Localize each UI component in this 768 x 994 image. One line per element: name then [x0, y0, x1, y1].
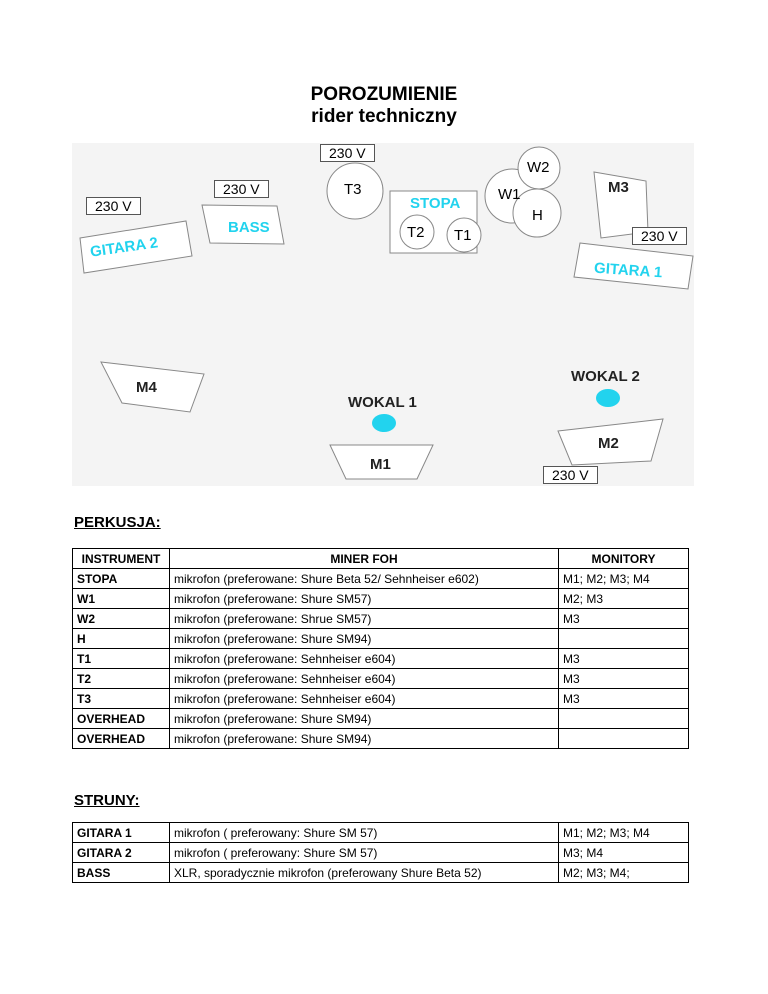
instrument-cell: OVERHEAD	[73, 709, 170, 729]
bass-label: BASS	[228, 219, 270, 236]
monitors-cell: M3	[559, 609, 689, 629]
table-row	[73, 609, 689, 629]
tom2-label: T2	[407, 224, 425, 241]
instrument-cell: STOPA	[73, 569, 170, 589]
table-row	[73, 729, 689, 749]
foh-mic-cell: mikrofon (preferowane: Shure SM57)	[170, 589, 559, 609]
percussion-table	[72, 548, 689, 749]
instrument-cell: T1	[73, 649, 170, 669]
table-row	[73, 649, 689, 669]
instrument-cell: T3	[73, 689, 170, 709]
strings-table	[72, 822, 689, 883]
stage-plot	[72, 143, 694, 486]
column-header-monitors: MONITORY	[559, 549, 689, 569]
m2-label: M2	[598, 435, 619, 452]
guitar2-label: GITARA 2	[89, 234, 160, 261]
power-outlet-right: 230 V	[632, 227, 687, 245]
table-row	[73, 589, 689, 609]
table-row	[73, 709, 689, 729]
foh-mic-cell: mikrofon (preferowane: Shure Beta 52/ Sehnheiser e602)	[170, 569, 559, 589]
m4-label: M4	[136, 379, 157, 396]
instrument-cell: H	[73, 629, 170, 649]
monitors-cell: M3	[559, 649, 689, 669]
w1-label: W1	[498, 186, 521, 203]
hihat-label: H	[532, 207, 543, 224]
monitors-cell: M1; M2; M3; M4	[559, 823, 689, 843]
instrument-cell: GITARA 2	[73, 843, 170, 863]
foh-mic-cell: mikrofon ( preferowany: Shure SM 57)	[170, 843, 559, 863]
monitors-cell	[559, 709, 689, 729]
vocal2-mic	[596, 389, 620, 407]
document-title: POROZUMIENIE	[310, 84, 458, 105]
table-row	[73, 843, 689, 863]
strings-heading: STRUNY:	[74, 792, 140, 809]
monitors-cell: M3	[559, 669, 689, 689]
foh-mic-cell: mikrofon ( preferowany: Shure SM 57)	[170, 823, 559, 843]
table-row	[73, 669, 689, 689]
foh-mic-cell: mikrofon (preferowane: Shure SM94)	[170, 629, 559, 649]
power-outlet-top: 230 V	[320, 144, 375, 162]
kick-label: STOPA	[410, 195, 461, 212]
power-outlet-bass: 230 V	[214, 180, 269, 198]
m3-label: M3	[608, 179, 629, 196]
table-row	[73, 629, 689, 649]
column-header-foh: MINER FOH	[170, 549, 559, 569]
instrument-cell: BASS	[73, 863, 170, 883]
column-header-instrument: INSTRUMENT	[73, 549, 170, 569]
vocal2-label: WOKAL 2	[571, 368, 640, 385]
table-header-row	[73, 549, 689, 569]
percussion-heading: PERKUSJA:	[74, 514, 161, 531]
instrument-cell: W1	[73, 589, 170, 609]
instrument-cell: OVERHEAD	[73, 729, 170, 749]
foh-mic-cell: mikrofon (preferowane: Sehnheiser e604)	[170, 669, 559, 689]
m1-label: M1	[370, 456, 391, 473]
power-outlet-bottom: 230 V	[543, 466, 598, 484]
foh-mic-cell: mikrofon (preferowane: Sehnheiser e604)	[170, 689, 559, 709]
monitors-cell	[559, 729, 689, 749]
table-row	[73, 863, 689, 883]
guitar1-label: GITARA 1	[593, 259, 663, 282]
foh-mic-cell: mikrofon (preferowane: Shure SM94)	[170, 729, 559, 749]
monitors-cell: M3	[559, 689, 689, 709]
table-row	[73, 689, 689, 709]
monitors-cell	[559, 629, 689, 649]
instrument-cell: T2	[73, 669, 170, 689]
instrument-cell: W2	[73, 609, 170, 629]
monitors-cell: M2; M3; M4;	[559, 863, 689, 883]
power-outlet-left: 230 V	[86, 197, 141, 215]
vocal1-mic	[372, 414, 396, 432]
foh-mic-cell: mikrofon (preferowane: Sehnheiser e604)	[170, 649, 559, 669]
document-subtitle: rider techniczny	[311, 106, 457, 127]
tom1-label: T1	[454, 227, 472, 244]
table-row	[73, 569, 689, 589]
monitors-cell: M2; M3	[559, 589, 689, 609]
monitors-cell: M1; M2; M3; M4	[559, 569, 689, 589]
foh-mic-cell: mikrofon (preferowane: Shrue SM57)	[170, 609, 559, 629]
foh-mic-cell: XLR, sporadycznie mikrofon (preferowany Shure Beta 52)	[170, 863, 559, 883]
monitors-cell: M3; M4	[559, 843, 689, 863]
tom3-label: T3	[344, 181, 362, 198]
vocal1-label: WOKAL 1	[348, 394, 417, 411]
instrument-cell: GITARA 1	[73, 823, 170, 843]
table-row	[73, 823, 689, 843]
foh-mic-cell: mikrofon (preferowane: Shure SM94)	[170, 709, 559, 729]
w2-label: W2	[527, 159, 550, 176]
